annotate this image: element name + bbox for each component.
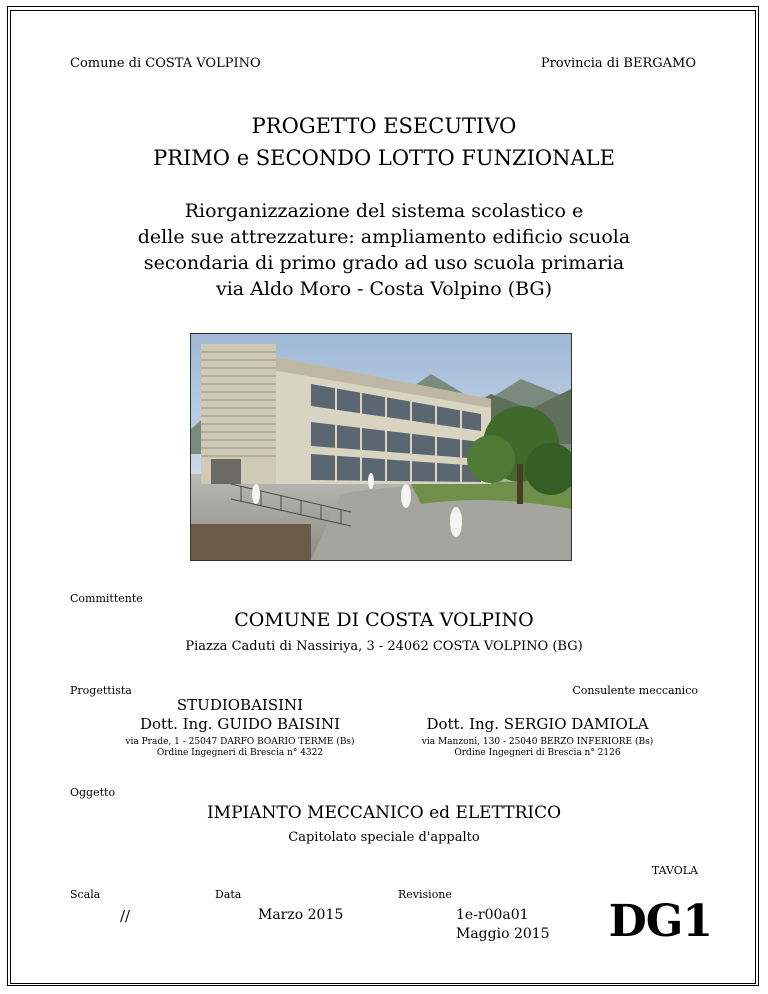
revisione-date: Maggio 2015 (456, 926, 550, 942)
consulente-address: via Manzoni, 130 - 25040 BERZO INFERIORE (Bs) (421, 737, 654, 747)
consulente-name: Dott. Ing. SERGIO DAMIOLA (426, 715, 649, 733)
data-value: Marzo 2015 (258, 907, 344, 923)
data-label: Data (215, 888, 242, 901)
title-line-1: PROGETTO ESECUTIVO (251, 114, 517, 138)
progettista-order: Ordine Ingegneri di Brescia n° 4322 (156, 748, 324, 758)
committente-name: COMUNE DI COSTA VOLPINO (234, 609, 534, 631)
consulente-order: Ordine Ingegneri di Brescia n° 2126 (454, 748, 621, 758)
committente-address: Piazza Caduti di Nassiriya, 3 - 24062 COSTA VOLPINO (BG) (185, 639, 583, 654)
oggetto-title: IMPIANTO MECCANICO ed ELETTRICO (206, 803, 562, 823)
oggetto-label: Oggetto (70, 786, 116, 799)
tavola-label: TAVOLA (651, 864, 698, 877)
subtitle-line-4: via Aldo Moro - Costa Volpino (BG) (215, 278, 553, 300)
subtitle-line-3: secondaria di primo grado ad uso scuola primaria (143, 252, 625, 274)
subtitle-line-2: delle sue attrezzature: ampliamento edificio scuola (137, 226, 631, 248)
scala-label: Scala (70, 888, 101, 901)
revisione-label: Revisione (398, 888, 452, 901)
progettista-address: via Prade, 1 - 25047 DARFO BOARIO TERME (Bs) (125, 737, 355, 747)
header-comune: Comune di COSTA VOLPINO (70, 56, 261, 71)
tavola-code: DG1 (608, 896, 712, 947)
revisione-code: 1e-r00a01 (456, 907, 529, 923)
building-rendering-image (190, 333, 572, 561)
scala-value: // (120, 907, 131, 925)
title-line-2: PRIMO e SECONDO LOTTO FUNZIONALE (153, 146, 615, 170)
progettista-studio: STUDIOBAISINI (176, 696, 304, 714)
progettista-label: Progettista (70, 684, 132, 697)
header-provincia: Provincia di BERGAMO (540, 56, 696, 71)
committente-label: Committente (70, 592, 143, 605)
oggetto-subtitle: Capitolato speciale d'appalto (288, 830, 480, 845)
progettista-name: Dott. Ing. GUIDO BAISINI (139, 715, 341, 733)
subtitle-line-1: Riorganizzazione del sistema scolastico e (184, 200, 584, 222)
consulente-label: Consulente meccanico (572, 684, 698, 697)
